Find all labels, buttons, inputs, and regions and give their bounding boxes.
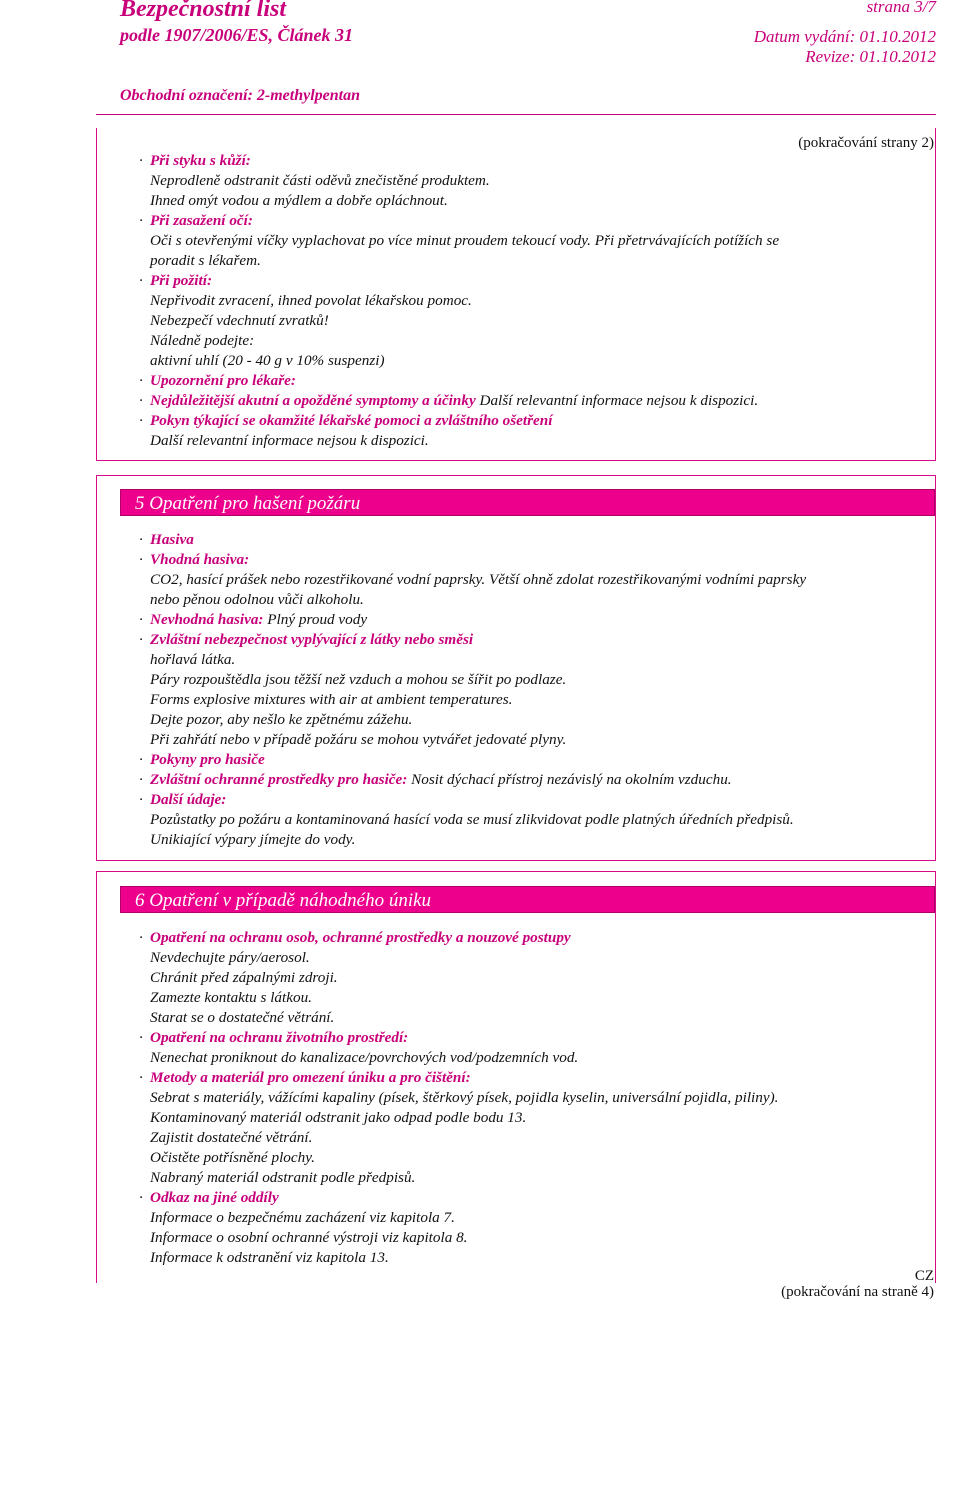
list-item: Chránit před zápalnými zdroji. <box>150 969 338 986</box>
list-item: Neprodleně odstranit části oděvů znečistěné produktem. <box>150 172 490 189</box>
list-item: Nebezpečí vdechnutí zvratků! <box>150 312 329 329</box>
list-item: CO2, hasící prášek nebo rozestřikované vodní paprsky. Větší ohně zdolat rozestřikovanými vodními paprsky <box>150 571 807 588</box>
list-item: aktivní uhlí (20 - 40 g v 10% suspenzi) <box>150 352 385 369</box>
list-item: Zajistit dostatečné větrání. <box>150 1129 313 1146</box>
list-item: · Další údaje: <box>139 791 227 808</box>
section6-content <box>139 928 936 1268</box>
list-item: Starat se o dostatečné větrání. <box>150 1009 335 1026</box>
list-item: Nevdechujte páry/aerosol. <box>150 949 310 966</box>
list-item: · Pokyn týkající se okamžité lékařské pomoci a zvláštního ošetření <box>139 412 553 429</box>
list-item: · Vhodná hasiva: <box>139 551 250 568</box>
list-item: Pozůstatky po požáru a kontaminovaná hasící voda se musí zlikvidovat podle platných úředních předpisů. <box>150 811 794 828</box>
list-item: hořlavá látka. <box>150 651 236 668</box>
list-item: Očistěte potřísněné plochy. <box>150 1149 315 1166</box>
document-title: Bezpečnostní list <box>120 0 287 22</box>
list-item: · Opatření na ochranu osob, ochranné prostředky a nouzové postupy <box>139 929 571 946</box>
page-number: strana 3/7 <box>866 0 936 16</box>
list-item: · Metody a materiál pro omezení úniku a pro čištění: <box>139 1069 471 1086</box>
list-item: · Upozornění pro lékaře: <box>139 372 296 389</box>
list-item: Ihned omýt vodou a mýdlem a dobře opláchnout. <box>150 192 448 209</box>
document-subtitle: podle 1907/2006/ES, Článek 31 <box>120 25 354 45</box>
list-item: · Při zasažení očí: <box>139 212 253 229</box>
language-code: CZ <box>914 1268 934 1284</box>
list-item: · Hasiva <box>139 531 194 548</box>
revision-date: Revize: 01.10.2012 <box>805 47 936 66</box>
list-item: Další relevantní informace nejsou k dispozici. <box>150 432 429 449</box>
list-item: Forms explosive mixtures with air at ambient temperatures. <box>150 691 513 708</box>
list-item: · Při požití: <box>139 272 213 289</box>
list-item: Páry rozpouštědla jsou těžší než vzduch a mohou se šířit po podlaze. <box>150 671 567 688</box>
list-item: Informace o bezpečnému zacházení viz kapitola 7. <box>150 1209 455 1226</box>
list-item: · Opatření na ochranu životního prostředí: <box>139 1029 409 1046</box>
continued-from: (pokračování strany 2) <box>798 135 934 151</box>
list-item: Nabraný materiál odstranit podle předpisů. <box>150 1169 416 1186</box>
list-item: · Odkaz na jiné oddíly <box>139 1189 279 1206</box>
section5-content <box>139 530 936 850</box>
section5-heading: 5 Opatření pro hašení požáru <box>120 489 935 516</box>
list-item: · Zvláštní ochranné prostředky pro hasiče: Nosit dýchací přístroj nezávislý na okolním vzduchu. <box>139 771 732 788</box>
list-item: · Nejdůležitější akutní a opožděné symptomy a účinky Další relevantní informace nejsou k dispozici. <box>139 392 759 409</box>
list-item: Zamezte kontaktu s látkou. <box>150 989 312 1006</box>
list-item: · Pokyny pro hasiče <box>139 751 265 768</box>
list-item: Náledně podejte: <box>150 332 255 349</box>
list-item: Sebrat s materiály, vážícími kapaliny (písek, štěrkový písek, pojidla kyselin, universální pojidla, piliny). <box>150 1089 779 1106</box>
trade-name: Obchodní označení: 2-methylpentan <box>120 87 361 104</box>
section4-content <box>139 151 936 451</box>
list-item: nebo pěnou odolnou vůči alkoholu. <box>150 591 364 608</box>
list-item: Kontaminovaný materiál odstranit jako odpad podle bodu 13. <box>150 1109 527 1126</box>
list-item: · Nevhodná hasiva: Plný proud vody <box>139 611 368 628</box>
list-item: Oči s otevřenými víčky vyplachovat po více minut proudem tekoucí vody. Při přetrvávajících potížích se <box>150 232 780 249</box>
list-item: Informace o osobní ochranné výstroji viz kapitola 8. <box>150 1229 468 1246</box>
continued-to: (pokračování na straně 4) <box>781 1284 934 1300</box>
list-item: Unikiající výpary jímejte do vody. <box>150 831 356 848</box>
list-item: Nenechat proniknout do kanalizace/povrchových vod/podzemních vod. <box>150 1049 579 1066</box>
issue-date: Datum vydání: 01.10.2012 <box>753 27 936 46</box>
list-item: Dejte pozor, aby nešlo ke zpětnému zážehu. <box>150 711 413 728</box>
list-item: Při zahřátí nebo v případě požáru se mohou vytvářet jedovaté plyny. <box>150 731 567 748</box>
header-divider <box>96 114 936 115</box>
section6-heading: 6 Opatření v případě náhodného úniku <box>120 886 935 913</box>
list-item: · Zvláštní nebezpečnost vyplývající z látky nebo směsi <box>139 631 474 648</box>
list-item: Nepřivodit zvracení, ihned povolat lékařskou pomoc. <box>150 292 472 309</box>
list-item: · Při styku s kůží: <box>139 152 251 169</box>
list-item: poradit s lékařem. <box>150 252 261 269</box>
list-item: Informace k odstranění viz kapitola 13. <box>150 1249 389 1266</box>
